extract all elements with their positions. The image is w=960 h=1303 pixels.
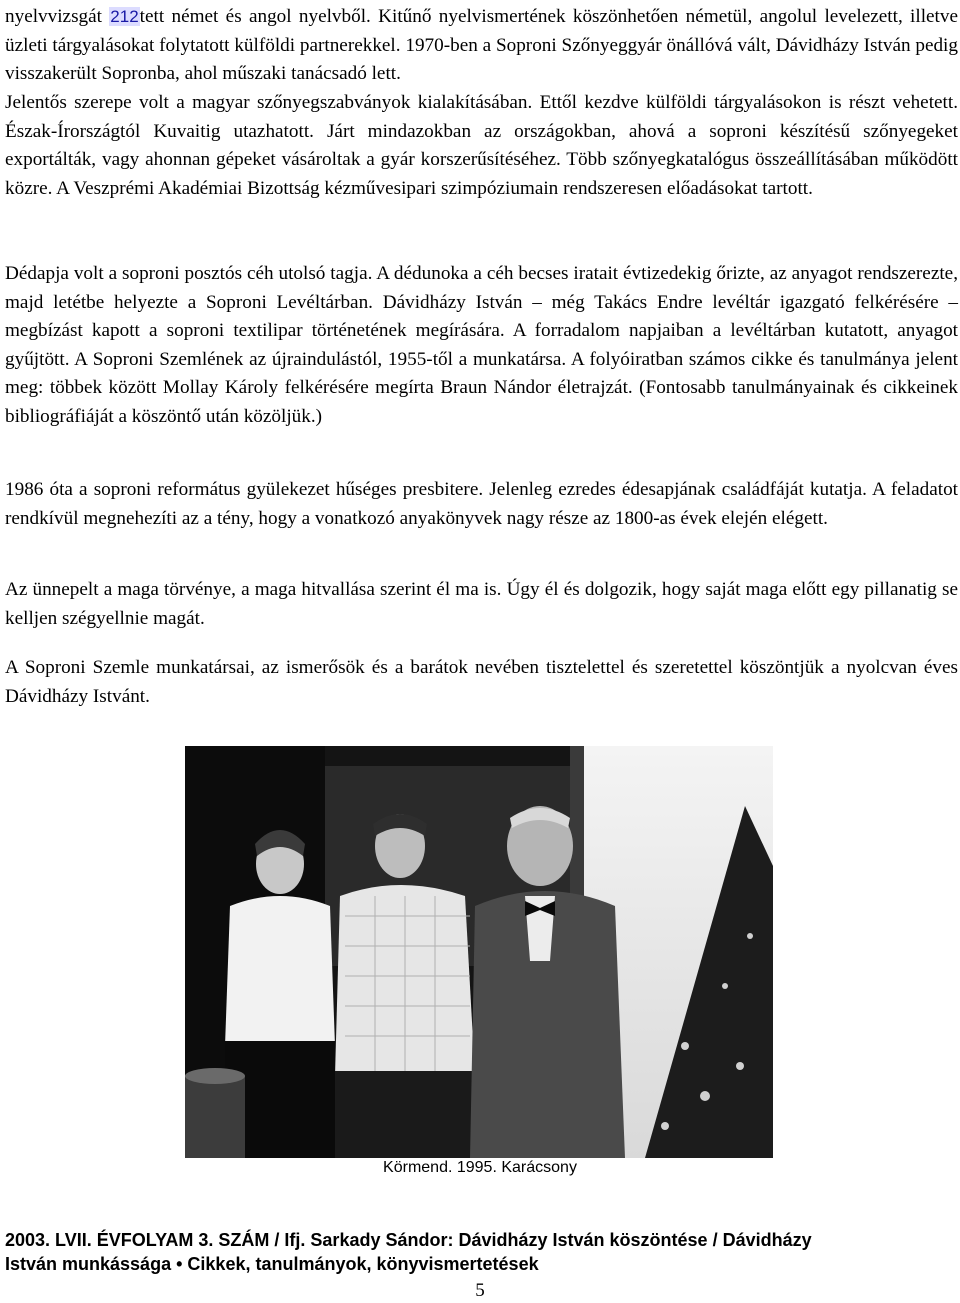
paragraph-1 bbox=[5, 3, 958, 89]
paragraph-6-text: A Soproni Szemle munkatársai, az ismerősök és a barátok nevében tisztelettel és szeretettel köszöntjük a nyolcvan éves Dávidházy Istvánt. bbox=[5, 657, 958, 707]
page-reference-link[interactable]: 212 bbox=[110, 7, 139, 26]
issue-footer bbox=[5, 1229, 955, 1276]
page-number: 5 bbox=[475, 1280, 485, 1301]
paragraph-5-text: Az ünnepelt a maga törvénye, a maga hitvallása szerint él ma is. Úgy él és dolgozik, hogy saját maga előtt egy pillanatig se kelljen szégyellnie magát. bbox=[5, 579, 958, 629]
paragraph-2 bbox=[5, 89, 958, 203]
paragraph-3 bbox=[5, 260, 958, 431]
footer-line-1: 2003. LVII. ÉVFOLYAM 3. SZÁM / Ifj. Sarkady Sándor: Dávidházy István köszöntése / Dávidházy bbox=[5, 1230, 812, 1250]
paragraph-3-text: Dédapja volt a soproni posztós céh utolsó tagja. A dédunoka a céh becses iratait évtizedekig őrizte, az anyagot rendszerezte, majd letétbe helyezte a Soproni Levéltárban. Dávidházy István – még Takács Endre levéltár igazgató felkérésére – megbízást kapott a soproni textilipar történetének megírására. A forradalom napjaiban a levéltárban kutatott, anyagot gyűjtött. A Soproni Szemlének az újraindulástól, 1955-től a munkatársa. A folyóiratban számos cikke és tanulmánya jelent meg: többek között Mollay Károly felkérésére megírta Braun Nándor életrajzát. (Fontosabb tanulmányainak és cikkeinek bibliográfiáját a köszöntő után közöljük.) bbox=[5, 263, 958, 427]
footer-line-2-part-a: István munkássága bbox=[5, 1253, 172, 1274]
bullet-separator: • bbox=[176, 1253, 183, 1274]
paragraph-1-start: nyelvvizsgát bbox=[5, 6, 110, 27]
paragraph-5 bbox=[5, 576, 958, 633]
photograph bbox=[185, 746, 773, 1158]
paragraph-2-text: Jelentős szerepe volt a magyar szőnyegszabványok kialakításában. Ettől kezdve külföldi tárgyalásokon is részt vehetett. Észak-Írországtól Kuvaitig utazhatott. Járt mindazokban az országokban, ahová a soproni készítésű szőnyegeket exportálták, vagy ahonnan gépeket vásároltak a gyár korszerűsítéséhez. Több szőnyegkatalógus összeállításában működött közre. A Veszprémi Akadémiai Bizottság kézművesipari szimpóziumain rendszeresen előadásokat tartott. bbox=[5, 92, 958, 199]
paragraph-4-text: 1986 óta a soproni református gyülekezet hűséges presbitere. Jelenleg ezredes édesapjának családfáját kutatja. A feladatot rendkívül megnehezíti az a tény, hogy a vonatkozó anyakönyvek nagy része az 1800-as évek elején elégett. bbox=[5, 479, 958, 529]
paragraph-4 bbox=[5, 476, 958, 533]
paragraph-1-rest: tett német és angol nyelvből. Kitűnő nyelvismertének köszönhetően németül, angolul levelezett, illetve üzleti tárgyalásokat folytatott külföldi partnerekkel. 1970-ben a Soproni Szőnyeggyár önállóvá vált, Dávidházy István pedig visszakerült Sopronba, ahol műszaki tanácsadó lett. bbox=[5, 6, 958, 84]
photo-caption: Körmend. 1995. Karácsony bbox=[383, 1159, 577, 1176]
paragraph-6 bbox=[5, 654, 958, 711]
photograph-illustration bbox=[185, 746, 773, 1158]
footer-line-2 bbox=[5, 1253, 955, 1277]
footer-line-2-part-b: Cikkek, tanulmányok, könyvismertetések bbox=[187, 1253, 539, 1274]
